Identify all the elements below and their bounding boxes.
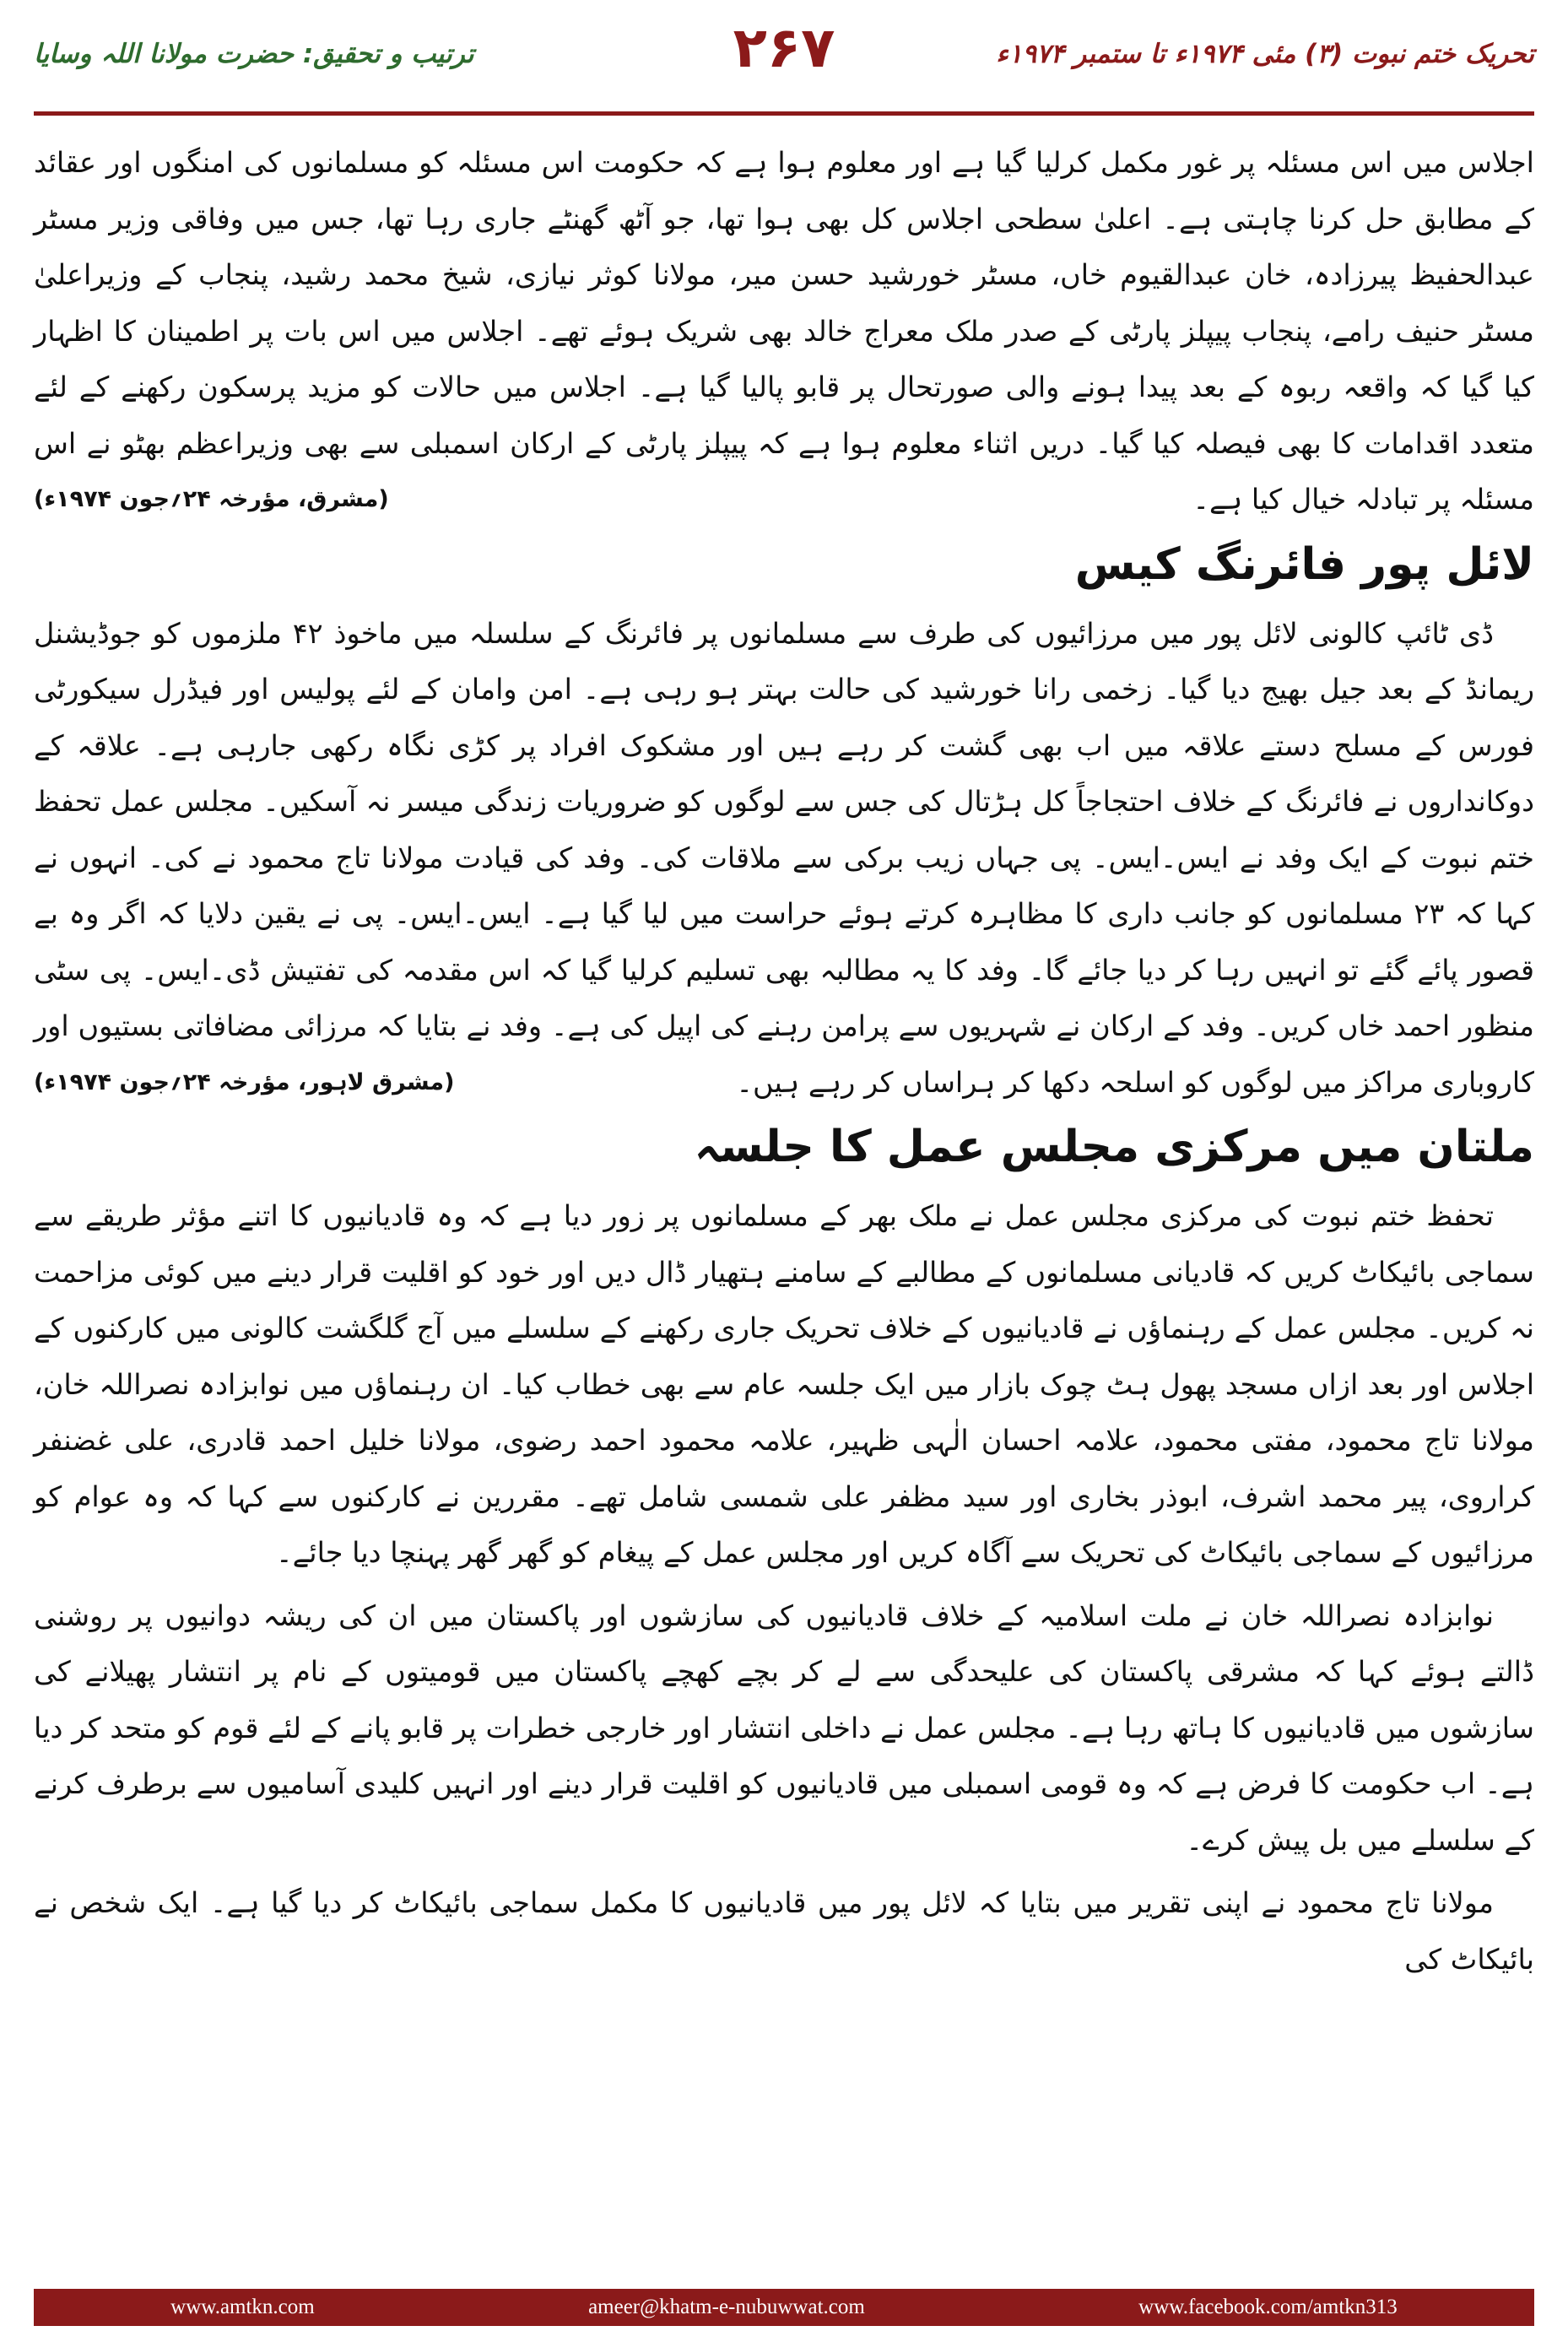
paragraph-lyallpur <box>34 606 1534 1112</box>
paragraph-multan-2: نوابزادہ نصراللہ خان نے ملت اسلامیہ کے خلاف قادیانیوں کی سازشوں اور پاکستان میں ان کی ریشہ دوانیوں پر روشنی ڈالتے ہوئے کہا کہ مشرقی پاکستان کی علیحدگی سے لے کر بچے کھچے پاکستان میں قومیتوں کے نام پر انتشار پھیلانے کی سازشوں میں قادیانیوں کا ہاتھ رہا ہے۔ مجلس عمل نے داخلی انتشار اور خارجی خطرات پر قابو پانے کے لئے قوم کو متحد کر دیا ہے۔ اب حکومت کا فرض ہے کہ وہ قومی اسمبلی میں قادیانیوں کو اقلیت قرار دینے اور انہیں کلیدی آسامیوں سے برطرف کرنے کے سلسلے میں بل پیش کرے۔ <box>34 1598 1534 1857</box>
paragraph-meeting <box>34 135 1534 528</box>
page-number: ۲۶۷ <box>733 15 835 80</box>
paragraph-multan-3: مولانا تاج محمود نے اپنی تقریر میں بتایا کہ لائل پور میں قادیانیوں کا مکمل سماجی بائیکاٹ کر دیا گیا ہے۔ ایک شخص نے بائیکاٹ کی <box>34 1886 1534 1976</box>
paragraph-multan-1: تحفظ ختم نبوت کی مرکزی مجلس عمل نے ملک بھر کے مسلمانوں پر زور دیا ہے کہ وہ قادیانیوں کا اتنے مؤثر طریقے سے سماجی بائیکاٹ کریں کہ قادیانی مسلمانوں کے مطالبے کے سامنے ہتھیار ڈال دیں اور خود کو اقلیت قرار دینے میں کوئی مزاحمت نہ کریں۔ مجلس عمل کے رہنماؤں نے قادیانیوں کے خلاف تحریک جاری رکھنے کے سلسلے میں آج گلگشت کالونی میں کارکنوں کے اجلاس اور بعد ازاں مسجد پھول ہٹ چوک بازار میں ایک جلسہ عام سے بھی خطاب کیا۔ ان رہنماؤں میں نوابزادہ نصراللہ خان، مولانا تاج محمود، مفتی محمود، علامہ احسان الٰہی ظہیر، علامہ محمود احمد رضوی، مولانا خلیل احمد قادری، علی غضنفر کراروی، پیر محمد اشرف، ابوذر بخاری اور سید مظفر علی شمسی شامل تھے۔ مقررین نے کارکنوں سے کہا کہ وہ عوام کو مرزائیوں کے سماجی بائیکاٹ کی تحریک سے آگاہ کریں اور مجلس عمل کے پیغام کو گھر گھر پہنچا دیا جائے۔ <box>34 1199 1534 1569</box>
paragraph-text: اجلاس میں اس مسئلہ پر غور مکمل کرلیا گیا ہے اور معلوم ہوا ہے کہ حکومت اس مسئلہ کو مسلمانوں کی امنگوں اور عقائد کے مطابق حل کرنا چاہتی ہے۔ اعلیٰ سطحی اجلاس کل بھی ہوا تھا، جو آٹھ گھنٹے جاری رہا تھا، جس میں وفاقی وزیر مسٹر عبدالحفیظ پیرزادہ، خان عبدالقیوم خاں، مسٹر خورشید حسن میر، مولانا کوثر نیازی، شیخ محمد رشید، پنجاب کے وزیراعلیٰ مسٹر حنیف رامے، پنجاب پیپلز پارٹی کے صدر ملک معراج خالد بھی شریک ہوئے تھے۔ اجلاس میں اس بات پر اطمینان کا اظہار کیا گیا کہ واقعہ ربوہ کے بعد پیدا ہونے والی صورتحال پر قابو پالیا گیا ہے۔ اجلاس میں حالات کو مزید پرسکون رکھنے کے لئے متعدد اقدامات کا بھی فیصلہ کیا گیا۔ دریں اثناء معلوم ہوا ہے کہ پیپلز پارٹی کے ارکان اسمبلی سے بھی وزیراعظم بھٹو نے اس مسئلہ پر تبادلہ خیال کیا ہے۔ <box>34 146 1534 516</box>
website-link[interactable]: www.amtkn.com <box>170 2296 315 2318</box>
heading-multan-meeting: ملتان میں مرکزی مجلس عمل کا جلسہ <box>694 1122 1534 1172</box>
source-citation: (مشرق، مؤرخہ ۲۴؍جون ۱۹۷۴ء) <box>34 486 389 512</box>
page-body <box>34 135 1534 1991</box>
header-divider <box>34 111 1534 116</box>
source-citation: (مشرق لاہور، مؤرخہ ۲۴؍جون ۱۹۷۴ء) <box>34 1068 455 1095</box>
heading-lyallpur-firing-case: لائل پور فائرنگ کیس <box>1074 538 1534 590</box>
compiler-credit: ترتیب و تحقیق: حضرت مولانا اللہ وسایا <box>34 39 474 69</box>
page-footer <box>34 2289 1534 2326</box>
email-link[interactable]: ameer@khatm-e-nubuwwat.com <box>588 2296 865 2318</box>
book-title: تحریک ختم نبوت (۳) مئی ۱۹۷۴ء تا ستمبر ۱۹۷۴ء <box>996 39 1534 69</box>
page-header <box>34 15 1534 110</box>
facebook-link[interactable]: www.facebook.com/amtkn313 <box>1138 2296 1398 2318</box>
paragraph-text: ڈی ٹائپ کالونی لائل پور میں مرزائیوں کی طرف سے مسلمانوں پر فائرنگ کے سلسلہ میں ماخوذ ۴۲ ملزموں کو جوڈیشنل ریمانڈ کے بعد جیل بھیج دیا گیا۔ زخمی رانا خورشید کی حالت بہتر ہو رہی ہے۔ امن وامان کے لئے پولیس اور فیڈرل سیکورٹی فورس کے مسلح دستے علاقہ میں اب بھی گشت کر رہے ہیں اور مشکوک افراد پر کڑی نگاہ رکھی جارہی ہے۔ علاقہ کے دوکانداروں نے فائرنگ کے خلاف احتجاجاً کل ہڑتال کی جس سے لوگوں کو ضروریات زندگی میسر نہ آسکیں۔ مجلس عمل تحفظ ختم نبوت کے ایک وفد نے ایس۔ایس۔ پی جہاں زیب برکی سے ملاقات کی۔ وفد کی قیادت مولانا تاج محمود نے کی۔ انہوں نے کہا کہ ۲۳ مسلمانوں کو جانب داری کا مظاہرہ کرتے ہوئے حراست میں لیا گیا ہے۔ ایس۔ایس۔ پی نے یقین دلایا کہ اگر وہ بے قصور پائے گئے تو انہیں رہا کر دیا جائے گا۔ وفد کا یہ مطالبہ بھی تسلیم کرلیا گیا کہ اس مقدمہ کی تفتیش ڈی۔ایس۔ پی سٹی منظور احمد خاں کریں۔ وفد کے ارکان نے شہریوں سے پرامن رہنے کی اپیل کی ہے۔ وفد نے بتایا کہ مرزائی مضافاتی بستیوں اور کاروباری مراکز میں لوگوں کو اسلحہ دکھا کر ہراساں کر رہے ہیں۔ <box>34 616 1534 1099</box>
